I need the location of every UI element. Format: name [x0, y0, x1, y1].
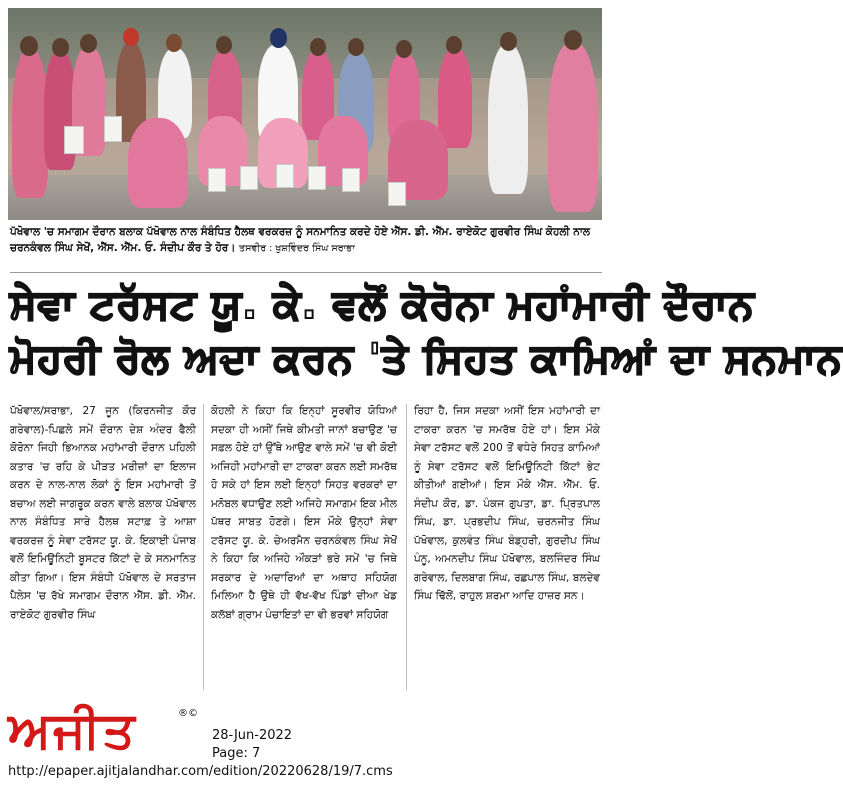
news-photo: [8, 8, 602, 220]
article-column-2: ਕੋਹਲੀ ਨੇ ਕਿਹਾ ਕਿ ਇਨ੍ਹਾਂ ਸੂਰਵੀਰ ਯੋਧਿਆਂ ਸਦਕਾ ਹੀ ਅਸੀਂ ਜਿਥੇ ਕੀਮਤੀ ਜਾਨਾਂ ਬਚਾਉਣ 'ਚ ਸਫ਼ਲ ਹੋਏ ਹਾਂ ਉੱਥੇ ਆਉਣ ਵਾਲੇ ਸਮੇਂ 'ਚ ਵੀ ਕੋਈ ਅਜਿਹੀ ਮਹਾਂਮਾਰੀ ਦਾ ਟਾਕਰਾ ਕਰਨ ਲਈ ਸਮਰੱਥ ਹੋ ਸਕੇ ਹਾਂ ਇਸ ਲਈ ਇਨ੍ਹਾਂ ਸਿਹਤ ਵਰਕਰਾਂ ਦਾ ਮਨੋਬਲ ਵਧਾਉਣ ਲਈ ਅਜਿਹੇ ਸਮਾਗਮ ਇਕ ਮੀਲ ਪੱਥਰ ਸਾਬਤ ਹੋਣਗੇ। ਇਸ ਮੌਕੇ ਉਨ੍ਹਾਂ ਸੇਵਾ ਟਰੱਸਟ ਯੂ. ਕੇ. ਚੇਅਰਮੈਨ ਚਰਨਕੰਵਲ ਸਿੰਘ ਸੇਖੋਂ ਨੇ ਕਿਹਾ ਕਿ ਅਜਿਹੇ ਔਕੜਾਂ ਭਰੇ ਸਮੇਂ 'ਚ ਜਿਥੇ ਸਰਕਾਰ ਦੇ ਅਦਾਰਿਆਂ ਦਾ ਅਥਾਹ ਸਹਿਯੋਗ ਮਿਲਿਆ ਹੈ ਉਥੇ ਹੀ ਵੱਖ-ਵੱਖ ਪਿੰਡਾਂ ਦੀਆ ਖੇਡ ਕਲੱਬਾਂ ਗ੍ਰਾਮ ਪੰਚਾਇਤਾਂ ਦਾ ਵੀ ਭਰਵਾਂ ਸਹਿਯੋਗ: [211, 405, 397, 621]
photo-caption: [10, 224, 602, 257]
headline-line-1: ਸੇਵਾ ਟਰੱਸਟ ਯੂ. ਕੇ. ਵਲੋਂ ਕੋਰੋਨਾ ਮਹਾਂਮਾਰੀ ਦੌਰਾਨ: [10, 282, 755, 328]
source-url[interactable]: http://epaper.ajitjalandhar.com/edition/20220628/19/7.cms: [8, 764, 393, 779]
photo-credit: ਤਸਵੀਰ : ਖੁਸ਼ਵਿੰਦਰ ਸਿੰਘ ਸਰਾਭਾ: [239, 243, 355, 254]
divider: [10, 272, 602, 273]
headline-line-2: ਮੋਹਰੀ ਰੋਲ ਅਦਾ ਕਰਨ 'ਤੇ ਸਿਹਤ ਕਾਮਿਆਂ ਦਾ ਸਨਮਾਨ: [10, 336, 843, 382]
ajit-logo: ਅਜੀਤ: [8, 701, 137, 759]
page-number: Page: 7: [212, 746, 261, 761]
column-divider: [203, 404, 204, 690]
article-body: [10, 402, 602, 692]
article-column-1: ਪੱਖੋਵਾਲ/ਸਰਾਭਾ, 27 ਜੂਨ (ਕਿਰਨਜੀਤ ਕੌਰ ਗਰੇਵਾਲ)-ਪਿਛਲੇ ਸਮੇਂ ਦੌਰਾਨ ਦੇਸ਼ ਅੰਦਰ ਫੈਲੀ ਕੋਰੋਨਾ ਜਿਹੀ ਭਿਆਨਕ ਮਹਾਂਮਾਰੀ ਦੌਰਾਨ ਪਹਿਲੀ ਕਤਾਰ 'ਚ ਰਹਿ ਕੇ ਪੀੜਤ ਮਰੀਜ਼ਾਂ ਦਾ ਇਲਾਜ ਕਰਨ ਦੇ ਨਾਲ-ਨਾਲ ਲੋਕਾਂ ਨੂੰ ਇਸ ਮਹਾਂਮਾਰੀ ਤੋਂ ਬਚਾਅ ਲਈ ਜਾਗਰੂਕ ਕਰਨ ਵਾਲੇ ਬਲਾਕ ਪੱਖੋਵਾਲ ਨਾਲ ਸੰਬੰਧਿਤ ਸਾਰੇ ਹੈਲਥ ਸਟਾਫ਼ ਤੇ ਆਸ਼ਾ ਵਰਕਰਜ਼ ਨੂੰ ਸੇਵਾ ਟਰੱਸਟ ਯੂ. ਕੇ. ਇਕਾਈ ਪੰਜਾਬ ਵਲੋਂ ਇਮਿਊਨਿਟੀ ਬੂਸਟਰ ਕਿੱਟਾਂ ਦੇ ਕੇ ਸਨਮਾਨਿਤ ਕੀਤਾ ਗਿਆ। ਇਸ ਸੰਬੰਧੀ ਪੱਖੋਵਾਲ ਦੇ ਸਰਤਾਜ ਪੈਲੇਸ 'ਚ ਰੱਖੇ ਸਮਾਗਮ ਦੌਰਾਨ ਐੱਸ. ਡੀ. ਐੱਮ. ਰਾਏਕੋਟ ਗੁਰਵੀਰ ਸਿੰਘ: [10, 405, 196, 621]
column-divider: [406, 404, 407, 690]
article-column-3: ਰਿਹਾ ਹੈ, ਜਿਸ ਸਦਕਾ ਅਸੀਂ ਇਸ ਮਹਾਂਮਾਰੀ ਦਾ ਟਾਕਰਾ ਕਰਨ 'ਚ ਸਮਰੱਥ ਹੋਏ ਹਾਂ। ਇਸ ਮੌਕੇ ਸੇਵਾ ਟਰੱਸਟ ਵਲੋਂ 200 ਤੋਂ ਵਧੇਰੇ ਸਿਹਤ ਕਾਮਿਆਂ ਨੂੰ ਸੇਵਾ ਟਰੱਸਟ ਵਲੋਂ ਇਮਿਊਨਿਟੀ ਕਿੱਟਾਂ ਭੇਟ ਕੀਤੀਆਂ ਗਈਆਂ। ਇਸ ਮੌਕੇ ਐੱਸ. ਐੱਮ. ਓ. ਸੰਦੀਪ ਕੌਰ, ਡਾ. ਪੰਕਜ ਗੁਪਤਾ, ਡਾ. ਪ੍ਰਿਤਪਾਲ ਸਿੰਘ, ਡਾ. ਪ੍ਰਭਦੀਪ ਸਿੰਘ, ਚਰਨਜੀਤ ਸਿੰਘ ਪੱਖੋਵਾਲ, ਕੁਲਵੰਤ ਸਿੰਘ ਬੰਡ੍ਹਰੀ, ਗੁਰਦੀਪ ਸਿੰਘ ਪੰਨੂ, ਅਮਨਦੀਪ ਸਿੰਘ ਪੱਖੋਵਾਲ, ਬਲਜਿੰਦਰ ਸਿੰਘ ਗਰੇਵਾਲ, ਦਿਲਬਾਗ ਸਿੰਘ, ਰਛਪਾਲ ਸਿੰਘ, ਬਲਦੇਵ ਸਿੰਘ ਢਿੱਲੋਂ, ਰਾਹੁਲ ਸ਼ਰਮਾ ਆਦਿ ਹਾਜ਼ਰ ਸਨ।: [414, 405, 600, 602]
registered-mark: ®©: [178, 708, 198, 719]
edition-date: 28-Jun-2022: [212, 728, 293, 743]
photo-caption-text: ਪੱਖੋਵਾਲ 'ਚ ਸਮਾਗਮ ਦੌਰਾਨ ਬਲਾਕ ਪੱਖੋਵਾਲ ਨਾਲ ਸੰਬੰਧਿਤ ਹੈਲਥ ਵਰਕਰਜ਼ ਨੂੰ ਸਨਮਾਨਿਤ ਕਰਦੇ ਹੋਏ ਐੱਸ. ਡੀ. ਐੱਮ. ਰਾਏਕੋਟ ਗੁਰਵੀਰ ਸਿੰਘ ਕੋਹਲੀ ਨਾਲ ਚਰਨਕੰਵਲ ਸਿੰਘ ਸੇਖੋਂ, ਐੱਸ. ਐੱਮ. ਓ. ਸੰਦੀਪ ਕੌਰ ਤੇ ਹੋਰ।: [10, 226, 590, 254]
